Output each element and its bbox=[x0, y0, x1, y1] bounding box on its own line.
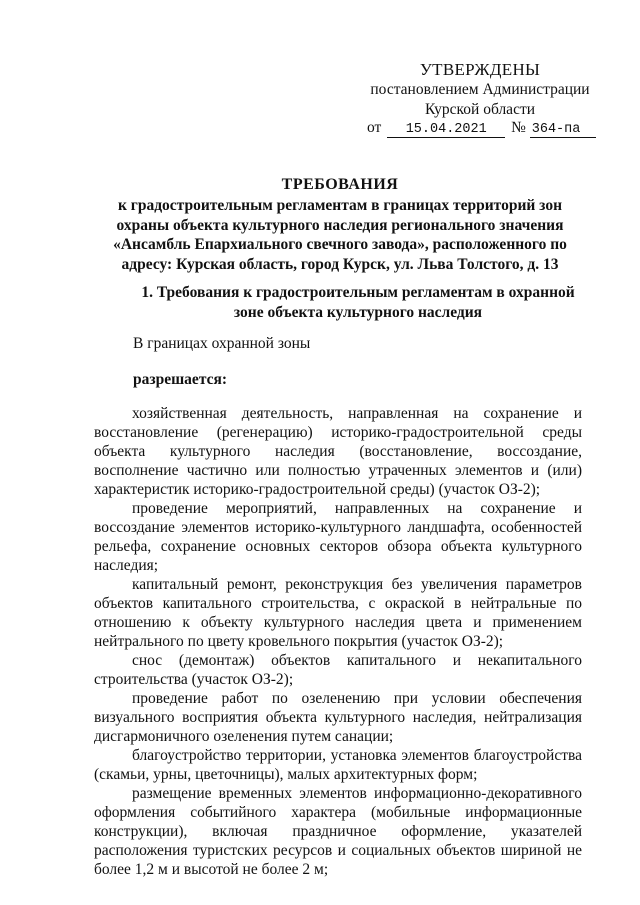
document-title: ТРЕБОВАНИЯ bbox=[281, 176, 399, 193]
number-prefix: № bbox=[511, 119, 526, 136]
document-subtitle: к градостроительным регламентам в границах территорий зон охраны объекта культурного наследия регионального значения «Ансамбль Епархиального свечного завода», расположенного по адресу: Курская область, город Курск, ул. Льва Толстого, д. 13 bbox=[113, 197, 567, 273]
requirement-item: хозяйственная деятельность, направленная на сохранение и восстановление (регенерацию) историко-градостроительной среды объекта культурного наследия (восстановление, воссоздание, восполнение частично или полностью утраченных элементов и (или) характеристик историко-градостроительной среды) (участок ОЗ-2); bbox=[94, 405, 582, 498]
approved-region-line: Курской области bbox=[424, 101, 536, 118]
permitted-label: разрешается: bbox=[133, 371, 228, 388]
zone-intro: В границах охранной зоны bbox=[133, 335, 311, 352]
approval-block bbox=[360, 60, 600, 120]
approval-number: 364-па bbox=[530, 122, 596, 138]
requirement-item: размещение временных элементов информационно-декоративного оформления событийного характера (мобильные информационные конструкции), включая праздничное оформление, указателей расположения туристских ресурсов и социальных объектов шириной не более 1,2 м и высотой не более 2 м; bbox=[94, 785, 582, 878]
requirement-item: капитальный ремонт, реконструкция без увеличения параметров объектов капитального строительства, с окраской в нейтральные по отношению к объекту культурного наследия цвета и применением нейтрального по цвету кровельного покрытия (участок ОЗ-2); bbox=[94, 576, 582, 650]
requirement-item: благоустройство территории, установка элементов благоустройства (скамьи, урны, цветочницы), малых архитектурных форм; bbox=[94, 747, 582, 783]
approval-date: 15.04.2021 bbox=[387, 122, 505, 138]
approval-date-line bbox=[367, 119, 596, 138]
requirement-item: снос (демонтаж) объектов капитального и некапитального строительства (участок ОЗ-2); bbox=[94, 652, 582, 688]
date-prefix: от bbox=[367, 119, 382, 136]
approved-by-line: постановлением Администрации bbox=[370, 81, 590, 98]
section-heading: 1. Требования к градостроительным регламентам в охранной зоне объекта культурного наследия bbox=[141, 284, 575, 321]
requirement-item: проведение работ по озеленению при условии обеспечения визуального восприятия объекта культурного наследия, нейтрализация дисгармоничного озеленения путем санации; bbox=[94, 690, 582, 745]
requirements-list bbox=[94, 404, 582, 879]
approved-heading: УТВЕРЖДЕНЫ bbox=[419, 60, 541, 79]
requirement-item: проведение мероприятий, направленных на сохранение и воссоздание элементов историко-культурного ландшафта, особенностей рельефа, сохранение основных секторов обзора объекта культурного наследия; bbox=[94, 500, 582, 574]
